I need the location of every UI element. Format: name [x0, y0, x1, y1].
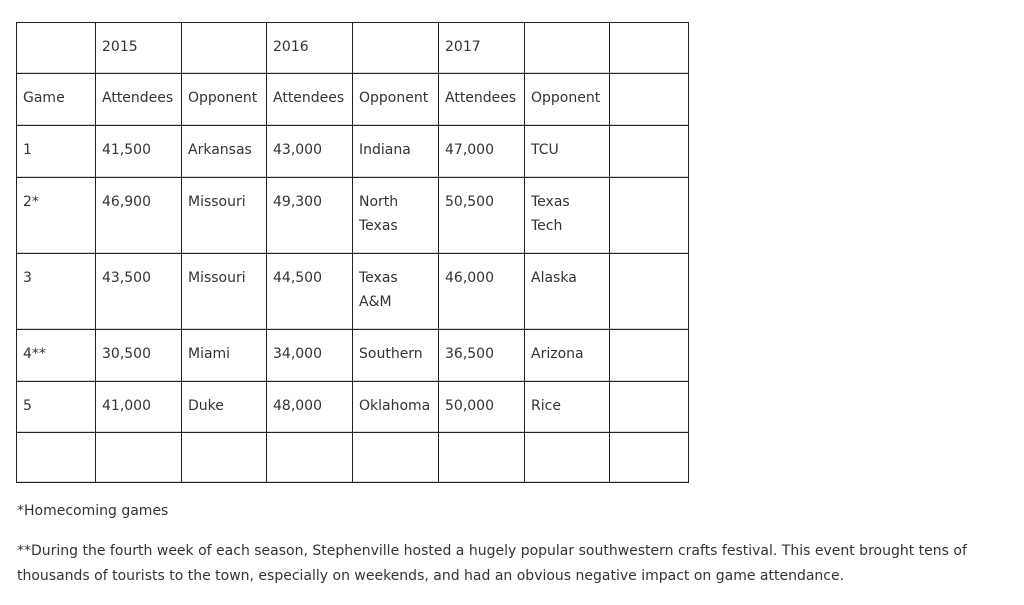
- table-cell: [353, 126, 439, 178]
- table-cell: [267, 74, 353, 126]
- cell-text: Duke: [188, 398, 224, 414]
- year-header-row: [17, 23, 689, 74]
- table-cell: [96, 433, 182, 483]
- attendance-table: [16, 22, 689, 483]
- cell-text: 2*: [23, 194, 39, 210]
- cell-text: Miami: [188, 346, 231, 362]
- cell-text: North Texas: [359, 194, 399, 234]
- cell-text: Missouri: [188, 270, 246, 286]
- table-cell: [182, 178, 267, 254]
- table-cell: [182, 23, 267, 74]
- table-cell: [17, 330, 96, 382]
- cell-text: 41,000: [102, 398, 151, 414]
- cell-text: 50,500: [445, 194, 494, 210]
- table-cell: [353, 433, 439, 483]
- table-row: [17, 178, 689, 254]
- table-cell: [353, 178, 439, 254]
- cell-text: Opponent: [359, 90, 429, 106]
- table-row: [17, 433, 689, 483]
- cell-text: 2015: [102, 39, 138, 55]
- festival-footnote: **During the fourth week of each season, Stephenville hosted a hugely popular southwestern crafts festival. This event brought tens of thousands of tourists to the town, especially on weekends, and had an obvious negative impact on game attendance.: [17, 543, 967, 584]
- table-cell: [353, 382, 439, 433]
- table-cell: [182, 330, 267, 382]
- table-cell: [182, 126, 267, 178]
- table-cell: [267, 23, 353, 74]
- table-cell: [353, 254, 439, 330]
- table-cell: [525, 126, 610, 178]
- table-cell: [96, 330, 182, 382]
- table-cell: [610, 382, 689, 433]
- cell-text: Texas A&M: [359, 270, 398, 310]
- table-cell: [267, 382, 353, 433]
- cell-text: Alaska: [531, 270, 577, 286]
- cell-text: Indiana: [359, 142, 411, 158]
- table-cell: [96, 74, 182, 126]
- cell-text: Arkansas: [188, 142, 252, 158]
- cell-text: 47,000: [445, 142, 494, 158]
- table-cell: [96, 23, 182, 74]
- table-cell: [439, 23, 525, 74]
- table-cell: [439, 254, 525, 330]
- cell-text: Arizona: [531, 346, 584, 362]
- table-cell: [439, 382, 525, 433]
- cell-text: Opponent: [531, 90, 601, 106]
- table-cell: [439, 126, 525, 178]
- table-cell: [17, 382, 96, 433]
- cell-text: 43,500: [102, 270, 151, 286]
- cell-text: 34,000: [273, 346, 322, 362]
- table-row: [17, 330, 689, 382]
- table-cell: [610, 254, 689, 330]
- table-cell: [610, 330, 689, 382]
- table-cell: [17, 178, 96, 254]
- cell-text: 43,000: [273, 142, 322, 158]
- table-cell: [17, 126, 96, 178]
- table-cell: [610, 433, 689, 483]
- cell-text: TCU: [531, 142, 559, 158]
- cell-text: 3: [23, 270, 32, 286]
- cell-text: 46,900: [102, 194, 151, 210]
- table-cell: [267, 178, 353, 254]
- table-cell: [525, 74, 610, 126]
- table-cell: [267, 433, 353, 483]
- table-cell: [96, 382, 182, 433]
- table-cell: [182, 254, 267, 330]
- table-cell: [182, 74, 267, 126]
- table-cell: [267, 254, 353, 330]
- table-cell: [17, 254, 96, 330]
- cell-text: Southern: [359, 346, 423, 362]
- table-cell: [17, 23, 96, 74]
- cell-text: Rice: [531, 398, 561, 414]
- table-cell: [525, 433, 610, 483]
- homecoming-footnote: *Homecoming games: [17, 503, 169, 519]
- cell-text: Texas Tech: [531, 194, 570, 234]
- table-cell: [96, 126, 182, 178]
- cell-text: Attendees: [102, 90, 174, 106]
- table-row: [17, 382, 689, 433]
- table-cell: [96, 178, 182, 254]
- cell-text: 44,500: [273, 270, 322, 286]
- cell-text: 48,000: [273, 398, 322, 414]
- table-row: [17, 254, 689, 330]
- cell-text: Attendees: [273, 90, 345, 106]
- cell-text: 46,000: [445, 270, 494, 286]
- table-cell: [610, 74, 689, 126]
- table-cell: [525, 254, 610, 330]
- table-cell: [525, 382, 610, 433]
- cell-text: 36,500: [445, 346, 494, 362]
- cell-text: Opponent: [188, 90, 258, 106]
- table-cell: [96, 254, 182, 330]
- attendance-table-body: [17, 23, 689, 483]
- cell-text: Game: [23, 90, 65, 106]
- table-cell: [439, 330, 525, 382]
- cell-text: 5: [23, 398, 32, 414]
- table-cell: [267, 126, 353, 178]
- table-cell: [439, 178, 525, 254]
- table-row: [17, 126, 689, 178]
- table-cell: [439, 74, 525, 126]
- table-cell: [439, 433, 525, 483]
- table-cell: [610, 126, 689, 178]
- cell-text: 50,000: [445, 398, 494, 414]
- table-cell: [610, 23, 689, 74]
- table-cell: [525, 23, 610, 74]
- cell-text: Missouri: [188, 194, 246, 210]
- cell-text: 1: [23, 142, 32, 158]
- cell-text: Attendees: [445, 90, 517, 106]
- table-cell: [182, 382, 267, 433]
- cell-text: 2016: [273, 39, 309, 55]
- cell-text: 41,500: [102, 142, 151, 158]
- table-cell: [610, 178, 689, 254]
- table-cell: [17, 74, 96, 126]
- cell-text: Oklahoma: [359, 398, 431, 414]
- cell-text: 4**: [23, 346, 46, 362]
- cell-text: 2017: [445, 39, 481, 55]
- table-cell: [353, 74, 439, 126]
- table-cell: [525, 178, 610, 254]
- table-cell: [353, 330, 439, 382]
- table-cell: [353, 23, 439, 74]
- column-header-row: [17, 74, 689, 126]
- cell-text: 30,500: [102, 346, 151, 362]
- table-cell: [267, 330, 353, 382]
- table-cell: [17, 433, 96, 483]
- cell-text: 49,300: [273, 194, 322, 210]
- table-cell: [182, 433, 267, 483]
- table-cell: [525, 330, 610, 382]
